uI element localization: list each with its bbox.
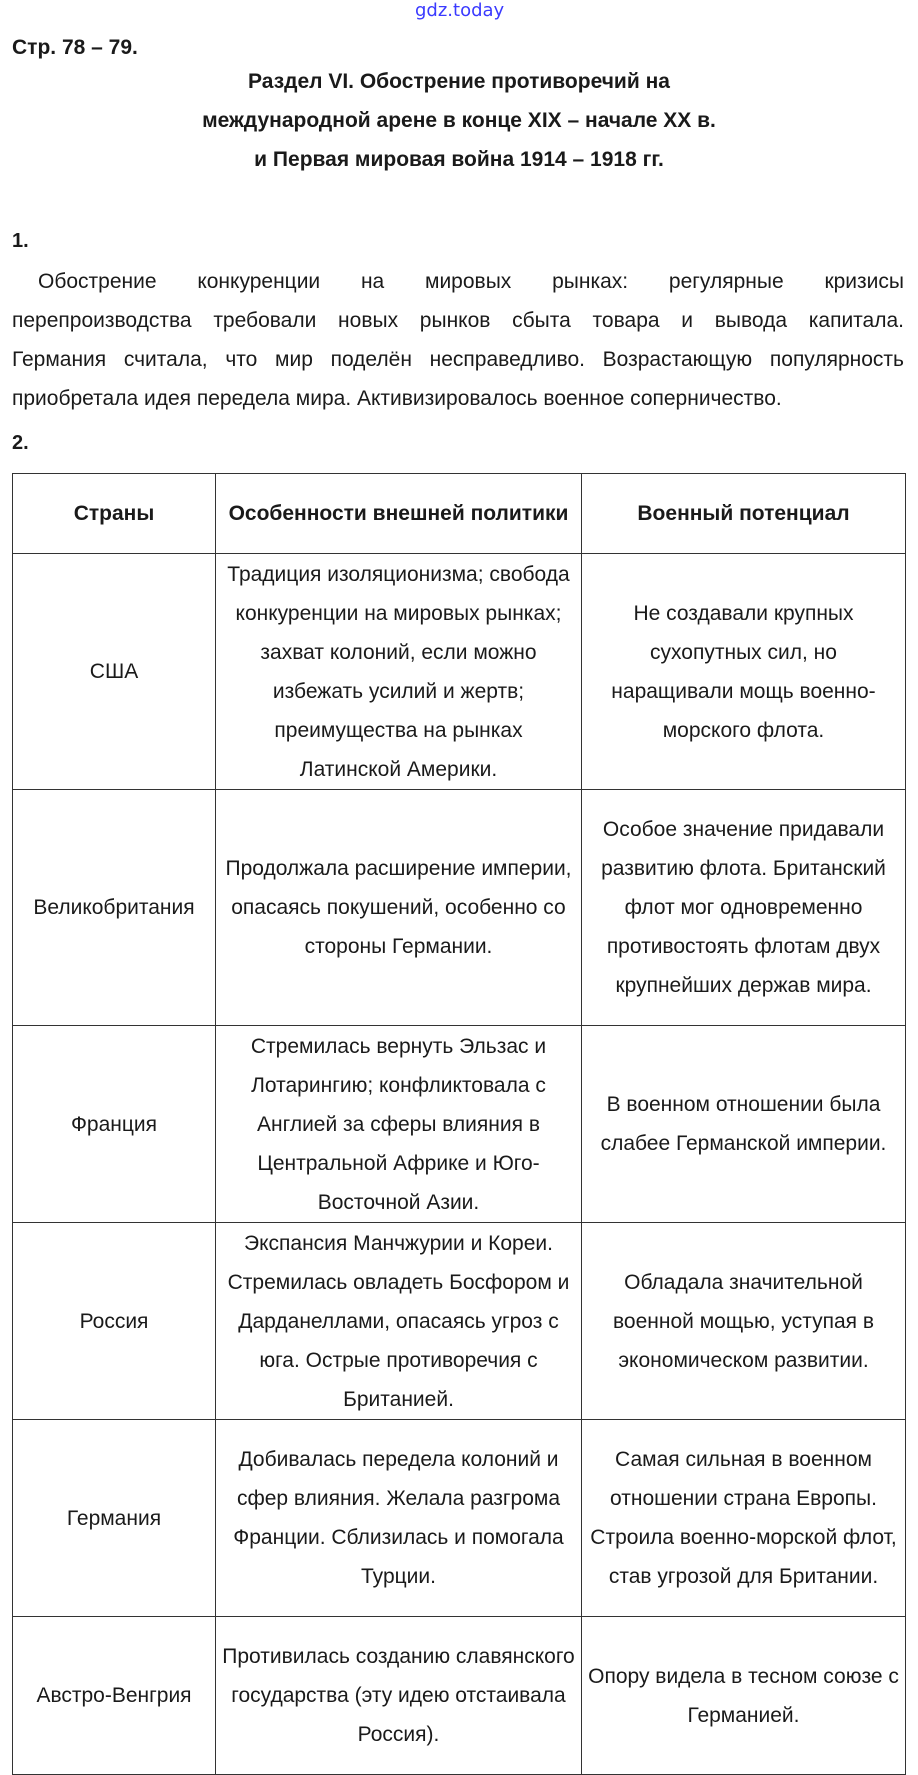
- header-policy: Особенности внешней политики: [216, 474, 582, 554]
- table-row: [13, 1026, 906, 1223]
- country-cell: Австро-Венгрия: [13, 1617, 216, 1775]
- table-row: [13, 1223, 906, 1420]
- policy-cell: Стремилась вернуть Эльзас и Лотарингию; конфликтовала с Англией за сферы влияния в Центральной Африке и Юго-Восточной Азии.: [216, 1026, 582, 1223]
- section-title-line-3: и Первая мировая война 1914 – 1918 гг.: [254, 148, 664, 171]
- country-cell: США: [13, 554, 216, 790]
- country-cell: Великобритания: [13, 790, 216, 1026]
- countries-table: [12, 473, 906, 1775]
- country-cell: Германия: [13, 1420, 216, 1617]
- answer-line: перепроизводства требовали новых рынков сбыта товара и вывода капитала.: [12, 309, 904, 332]
- table-row: [13, 1617, 906, 1775]
- task-1-answer: [12, 262, 904, 418]
- military-cell: Обладала значительной военной мощью, уступая в экономическом развитии.: [582, 1223, 906, 1420]
- section-title-line-1: Раздел VI. Обострение противоречий на: [248, 70, 670, 93]
- policy-cell: Продолжала расширение империи, опасаясь покушений, особенно со стороны Германии.: [216, 790, 582, 1026]
- page-reference: Стр. 78 – 79.: [12, 36, 138, 59]
- task-1-number: 1.: [12, 230, 29, 252]
- military-cell: Самая сильная в военном отношении страна Европы. Строила военно-морской флот, став угрозой для Британии.: [582, 1420, 906, 1617]
- table-header-row: [13, 474, 906, 554]
- header-military: Военный потенциал: [582, 474, 906, 554]
- table-row: [13, 554, 906, 790]
- watermark: gdz.today: [415, 0, 505, 21]
- answer-line: Обострение конкуренции на мировых рынках: регулярные кризисы: [38, 270, 904, 293]
- country-cell: Франция: [13, 1026, 216, 1223]
- policy-cell: Добивалась передела колоний и сфер влияния. Желала разгрома Франции. Сблизилась и помогала Турции.: [216, 1420, 582, 1617]
- policy-cell: Противилась созданию славянского государства (эту идею отстаивала Россия).: [216, 1617, 582, 1775]
- table-row: [13, 790, 906, 1026]
- table-row: [13, 1420, 906, 1617]
- military-cell: Опору видела в тесном союзе с Германией.: [582, 1617, 906, 1775]
- task-2-number: 2.: [12, 432, 29, 454]
- section-title-line-2: международной арене в конце XIX – начале XX в.: [202, 109, 716, 132]
- military-cell: Особое значение придавали развитию флота. Британский флот мог одновременно противостоять флотам двух крупнейших держав мира.: [582, 790, 906, 1026]
- policy-cell: Экспансия Манчжурии и Кореи. Стремилась овладеть Босфором и Дарданеллами, опасаясь угроз с юга. Острые противоречия с Британией.: [216, 1223, 582, 1420]
- country-cell: Россия: [13, 1223, 216, 1420]
- military-cell: Не создавали крупных сухопутных сил, но наращивали мощь военно-морского флота.: [582, 554, 906, 790]
- answer-line: Германия считала, что мир поделён несправедливо. Возрастающую популярность: [12, 348, 904, 371]
- policy-cell: Традиция изоляционизма; свобода конкуренции на мировых рынках; захват колоний, если можно избежать усилий и жертв; преимущества на рынках Латинской Америки.: [216, 554, 582, 790]
- answer-line: приобретала идея передела мира. Активизировалось военное соперничество.: [12, 387, 782, 410]
- header-countries: Страны: [13, 474, 216, 554]
- military-cell: В военном отношении была слабее Германской империи.: [582, 1026, 906, 1223]
